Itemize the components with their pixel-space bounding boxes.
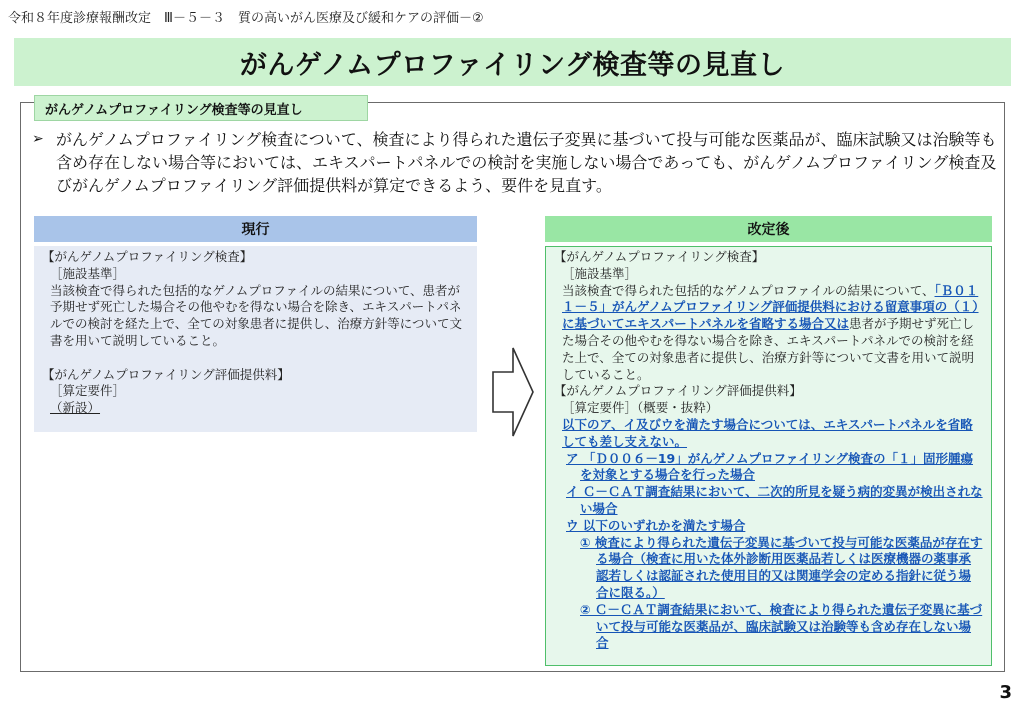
current-item1-sub: ［施設基準］ [50, 265, 126, 281]
current-item2-sub: ［算定要件］ [50, 383, 126, 399]
current-item2-text: （新設） [50, 400, 101, 416]
page-number: 3 [999, 682, 1012, 703]
lead-text: がんゲノムプロファイリング検査について、検査により得られた遺伝子変異に基づいて投与可能な医薬品が、臨床試験又は治験等も含め存在しない場合等においては、エキスパートパネルでの検討を実施しない場合であっても、がんゲノムプロファイリング検査及びがんゲノムプロファイリング評価提供料が算定できるよう、要件を見直す。 [56, 130, 997, 195]
revised-cond-u1: ① 検査により得られた遺伝子変異に基づいて投与可能な医薬品が存在する場合（検査に用いた体外診断用医薬品若しくは医療機器の薬事承認若しくは認証された使用目的又は関連学会の定める指針に従う場合に限る。） [580, 534, 983, 600]
current-heading: 現行 [34, 216, 477, 242]
revised-item1-title: 【がんゲノムプロファイリング検査】 [554, 249, 765, 264]
title-bar [14, 38, 1011, 86]
current-item2-line [42, 400, 469, 417]
revised-cond-u: ウ 以下のいずれかを満たす場合 [566, 517, 746, 533]
current-item1-title: 【がんゲノムプロファイリング検査】 [42, 249, 253, 264]
revised-cond-i: イ Ｃ－ＣＡＴ調査結果において、二次的所見を疑う病的変異が検出されない場合 [566, 484, 983, 516]
current-box [34, 246, 477, 432]
revised-heading: 改定後 [545, 216, 992, 242]
header-subtitle: 令和８年度診療報酬改定 Ⅲ－５－３ 質の高いがん医療及び緩和ケアの評価－② [8, 11, 484, 26]
revised-cond-a: ア 「Ｄ００６－19」がんゲノムプロファイリング検査の「１」固形腫瘍を対象とする場合を行った場合 [566, 450, 973, 483]
revised-item1-text-a: 当該検査で得られた包括的なゲノムプロファイルの結果について、 [562, 282, 935, 298]
revised-item2-lead: 以下のア、イ及びウを満たす場合については、エキスパートパネルを省略しても差し支えない。 [562, 416, 973, 449]
arrow-right-icon [491, 346, 535, 438]
arrow-bullet-icon: ➢ [32, 131, 44, 147]
spacer [42, 350, 469, 367]
current-item1-text: 当該検査で得られた包括的なゲノムプロファイルの結果について、患者が予期せず死亡した場合その他やむを得ない場合を除き、エキスパートパネルでの検討を経た上で、全ての対象患者に提供し、治療方針等について文書を用いて説明していること。 [50, 282, 463, 348]
revised-item2-title: 【がんゲノムプロファイリング評価提供料】 [554, 383, 802, 399]
revised-item1-text-b: 患者が予期せず死亡した場合その他やむを得ない場合を除き、エキスパートパネルでの検討を経た上で、全ての対象患者に提供し、治療方針等について文書を用いて説明していること。 [562, 316, 975, 382]
revised-item2-sub: ［算定要件］（概要・抜粋） [562, 400, 719, 416]
page-title: がんゲノムプロファイリング検査等の見直し [239, 49, 786, 81]
lead-paragraph [30, 128, 998, 197]
current-item2-title: 【がんゲノムプロファイリング評価提供料】 [42, 366, 290, 382]
section-tag: がんゲノムプロファイリング検査等の見直し [34, 95, 368, 121]
revised-item1-highlight: 「Ｂ０１１－５」がんゲノムプロファイリング評価提供料における留意事項の（１）に基づいてエキスパートパネルを省略する場合又は [562, 282, 979, 332]
revised-box [545, 246, 992, 666]
revised-cond-u2: ② Ｃ－ＣＡＴ調査結果において、検査により得られた遺伝子変異に基づいて投与可能な医薬品が、臨床試験又は治験等も含め存在しない場合 [580, 601, 983, 651]
revised-item1-sub: ［施設基準］ [562, 265, 638, 281]
revised-item1-paragraph [554, 283, 983, 384]
